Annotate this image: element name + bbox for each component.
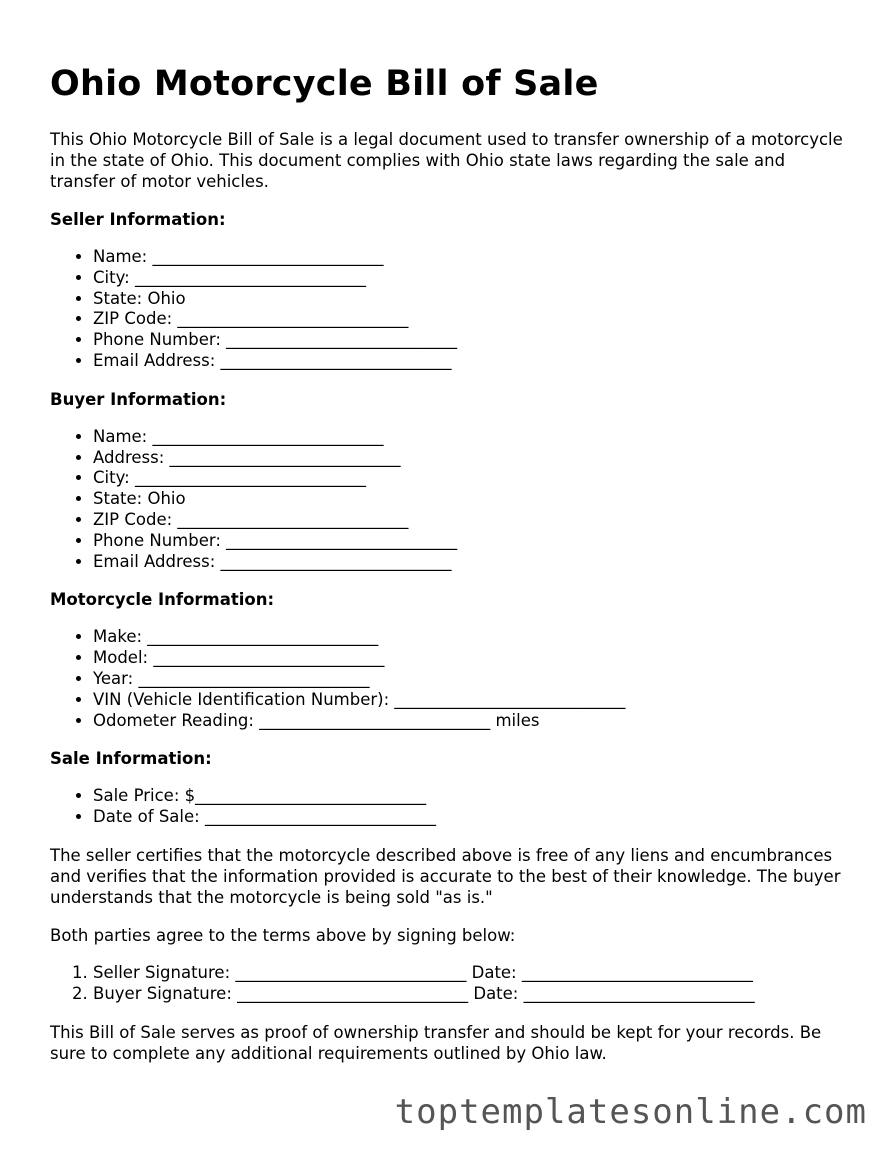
buyer-zip-field: • ZIP Code: ____________________________	[93, 510, 850, 531]
seller-zip-field: • ZIP Code: ____________________________	[93, 309, 850, 330]
motorcycle-heading: Motorcycle Information:	[50, 590, 275, 610]
seller-signature-line: 1. Seller Signature: ____________________________ Date: ____________________________	[93, 963, 850, 984]
buyer-email-field: • Email Address: ____________________________	[93, 552, 850, 573]
sale-list	[50, 786, 850, 828]
motorcycle-odometer-field: • Odometer Reading: ____________________________ miles	[93, 711, 850, 732]
motorcycle-list	[50, 627, 850, 731]
seller-name-field: • Name: ____________________________	[93, 247, 850, 268]
sale-heading: Sale Information:	[50, 749, 212, 769]
buyer-signature-line: 2. Buyer Signature: ____________________________ Date: ____________________________	[93, 984, 850, 1005]
seller-email-field: • Email Address: ____________________________	[93, 351, 850, 372]
sale-date-field: • Date of Sale: ____________________________	[93, 807, 850, 828]
certification-paragraph: The seller certifies that the motorcycle described above is free of any liens and encumbrances and verifies that the information provided is accurate to the best of their knowledge. The buyer understands that the motorcycle is being sold "as is."	[50, 845, 841, 907]
watermark: toptemplatesonline.com	[394, 1092, 867, 1132]
motorcycle-make-field: • Make: ____________________________	[93, 627, 850, 648]
motorcycle-model-field: • Model: ____________________________	[93, 648, 850, 669]
seller-city-field: • City: ____________________________	[93, 268, 850, 289]
sale-price-field: • Sale Price: $____________________________	[93, 786, 850, 807]
seller-heading: Seller Information:	[50, 210, 226, 229]
intro-paragraph: This Ohio Motorcycle Bill of Sale is a legal document used to transfer ownership of a motorcycle in the state of Ohio. This document complies with Ohio state laws regarding the sale and transfer of motor vehicles.	[50, 130, 843, 191]
buyer-state-field: • State: Ohio	[93, 489, 850, 510]
seller-state-field: • State: Ohio	[93, 289, 850, 310]
buyer-name-field: • Name: ____________________________	[93, 427, 850, 448]
buyer-address-field: • Address: ____________________________	[93, 448, 850, 469]
motorcycle-vin-field: • VIN (Vehicle Identification Number): ____________________________	[93, 690, 850, 711]
buyer-city-field: • City: ____________________________	[93, 468, 850, 489]
seller-list	[50, 247, 850, 372]
closing-paragraph: This Bill of Sale serves as proof of ownership transfer and should be kept for your records. Be sure to complete any additional requirements outlined by Ohio law.	[50, 1022, 822, 1063]
motorcycle-year-field: • Year: ____________________________	[93, 669, 850, 690]
seller-phone-field: • Phone Number: ____________________________	[93, 330, 850, 351]
agreement-paragraph: Both parties agree to the terms above by signing below:	[50, 925, 516, 945]
buyer-phone-field: • Phone Number: ____________________________	[93, 531, 850, 552]
document-title: Ohio Motorcycle Bill of Sale	[50, 64, 599, 104]
document-page	[50, 58, 850, 1081]
signature-list	[50, 963, 850, 1005]
buyer-list	[50, 427, 850, 573]
buyer-heading: Buyer Information:	[50, 389, 227, 409]
